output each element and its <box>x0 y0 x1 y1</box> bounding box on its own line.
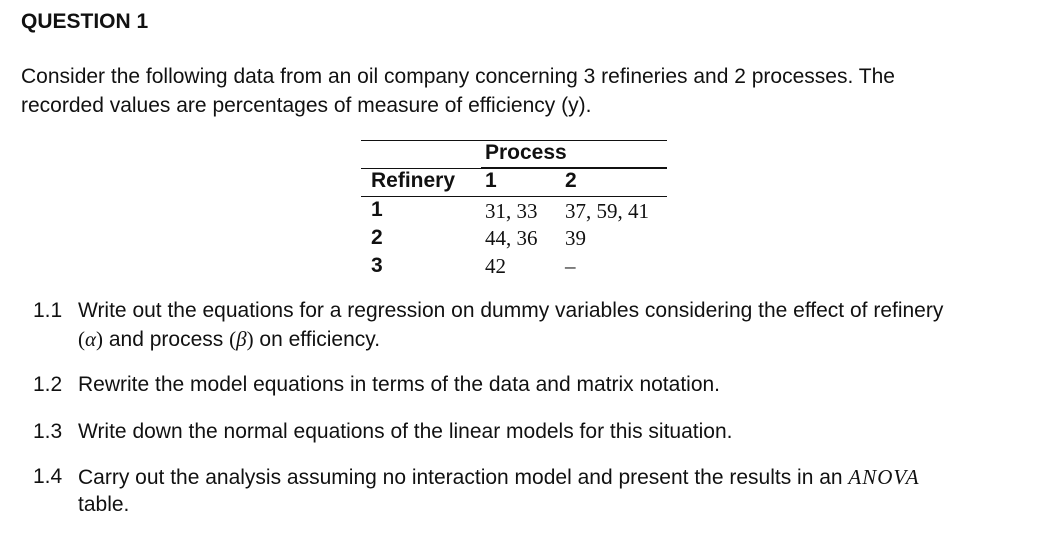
anova-term: ANOVA <box>848 465 920 489</box>
alpha-open-paren: ( <box>78 327 85 351</box>
refinery-3-process-1-values: 42 <box>485 254 506 278</box>
refinery-2-process-2-values: 39 <box>565 226 586 250</box>
alpha-symbol: α <box>85 327 97 351</box>
question-1-4-text-line-2: table. <box>78 493 130 516</box>
process-2-header: 2 <box>565 169 577 192</box>
process-1-header: 1 <box>485 169 497 192</box>
refinery-header: Refinery <box>371 169 456 192</box>
question-1-3-number: 1.3 <box>33 420 63 443</box>
intro-line-2: recorded values are percentages of measure of efficiency (y). <box>21 94 592 117</box>
refinery-3-process-2-values: – <box>565 254 576 278</box>
beta-open-paren: ( <box>229 327 237 351</box>
refinery-1-process-1-values: 31, 33 <box>485 199 538 223</box>
question-1-1-text-c: on efficiency. <box>253 328 381 351</box>
question-heading: QUESTION 1 <box>21 10 149 33</box>
question-1-1-text-line-1: Write out the equations for a regression on dummy variables considering the effect of refinery <box>78 299 944 322</box>
refinery-1-process-2-values: 37, 59, 41 <box>565 199 649 223</box>
refinery-2-process-1-values: 44, 36 <box>485 226 538 250</box>
beta-symbol: β <box>236 327 247 351</box>
question-1-2-number: 1.2 <box>33 373 63 396</box>
question-1-3-text: Write down the normal equations of the linear models for this situation. <box>78 420 733 443</box>
process-header: Process <box>485 141 567 164</box>
alpha-close-paren: ) <box>96 327 104 351</box>
question-1-1-text-line-2 <box>78 327 380 352</box>
question-1-1-number: 1.1 <box>33 299 63 322</box>
intro-line-1: Consider the following data from an oil company concerning 3 refineries and 2 processes. The <box>21 65 895 88</box>
question-1-4-text-a: Carry out the analysis assuming no interaction model and present the results in an <box>78 466 849 489</box>
question-1-1-text-b: and process <box>103 328 230 351</box>
refinery-2-label: 2 <box>371 226 383 249</box>
beta-close-paren: ) <box>246 327 254 351</box>
refinery-1-label: 1 <box>371 198 383 221</box>
question-1-4-number: 1.4 <box>33 465 63 488</box>
intro-paragraph <box>21 62 1009 120</box>
question-1-2-text: Rewrite the model equations in terms of the data and matrix notation. <box>78 373 721 396</box>
column-header-rule <box>361 196 667 197</box>
refinery-3-label: 3 <box>371 254 383 277</box>
question-1-4-text-line-1 <box>78 465 920 490</box>
